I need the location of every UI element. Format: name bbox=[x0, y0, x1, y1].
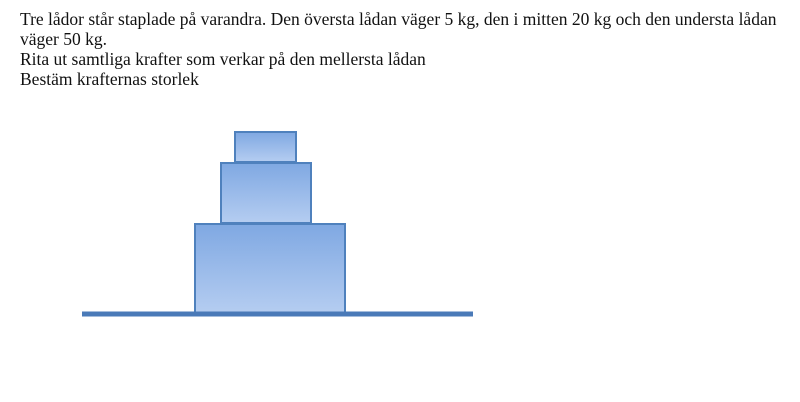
top-box bbox=[235, 132, 296, 162]
problem-intro: Tre lådor står staplade på varandra. Den översta lådan väger 5 kg, den i mitten 20 kg och den understa lådan väger 50 kg. bbox=[20, 9, 777, 49]
problem-task-draw-forces: Rita ut samtliga krafter som verkar på den mellersta lådan bbox=[20, 49, 426, 69]
bottom-box bbox=[195, 224, 345, 313]
problem-task-determine-magnitude: Bestäm krafternas storlek bbox=[20, 69, 199, 89]
middle-box bbox=[221, 163, 311, 223]
